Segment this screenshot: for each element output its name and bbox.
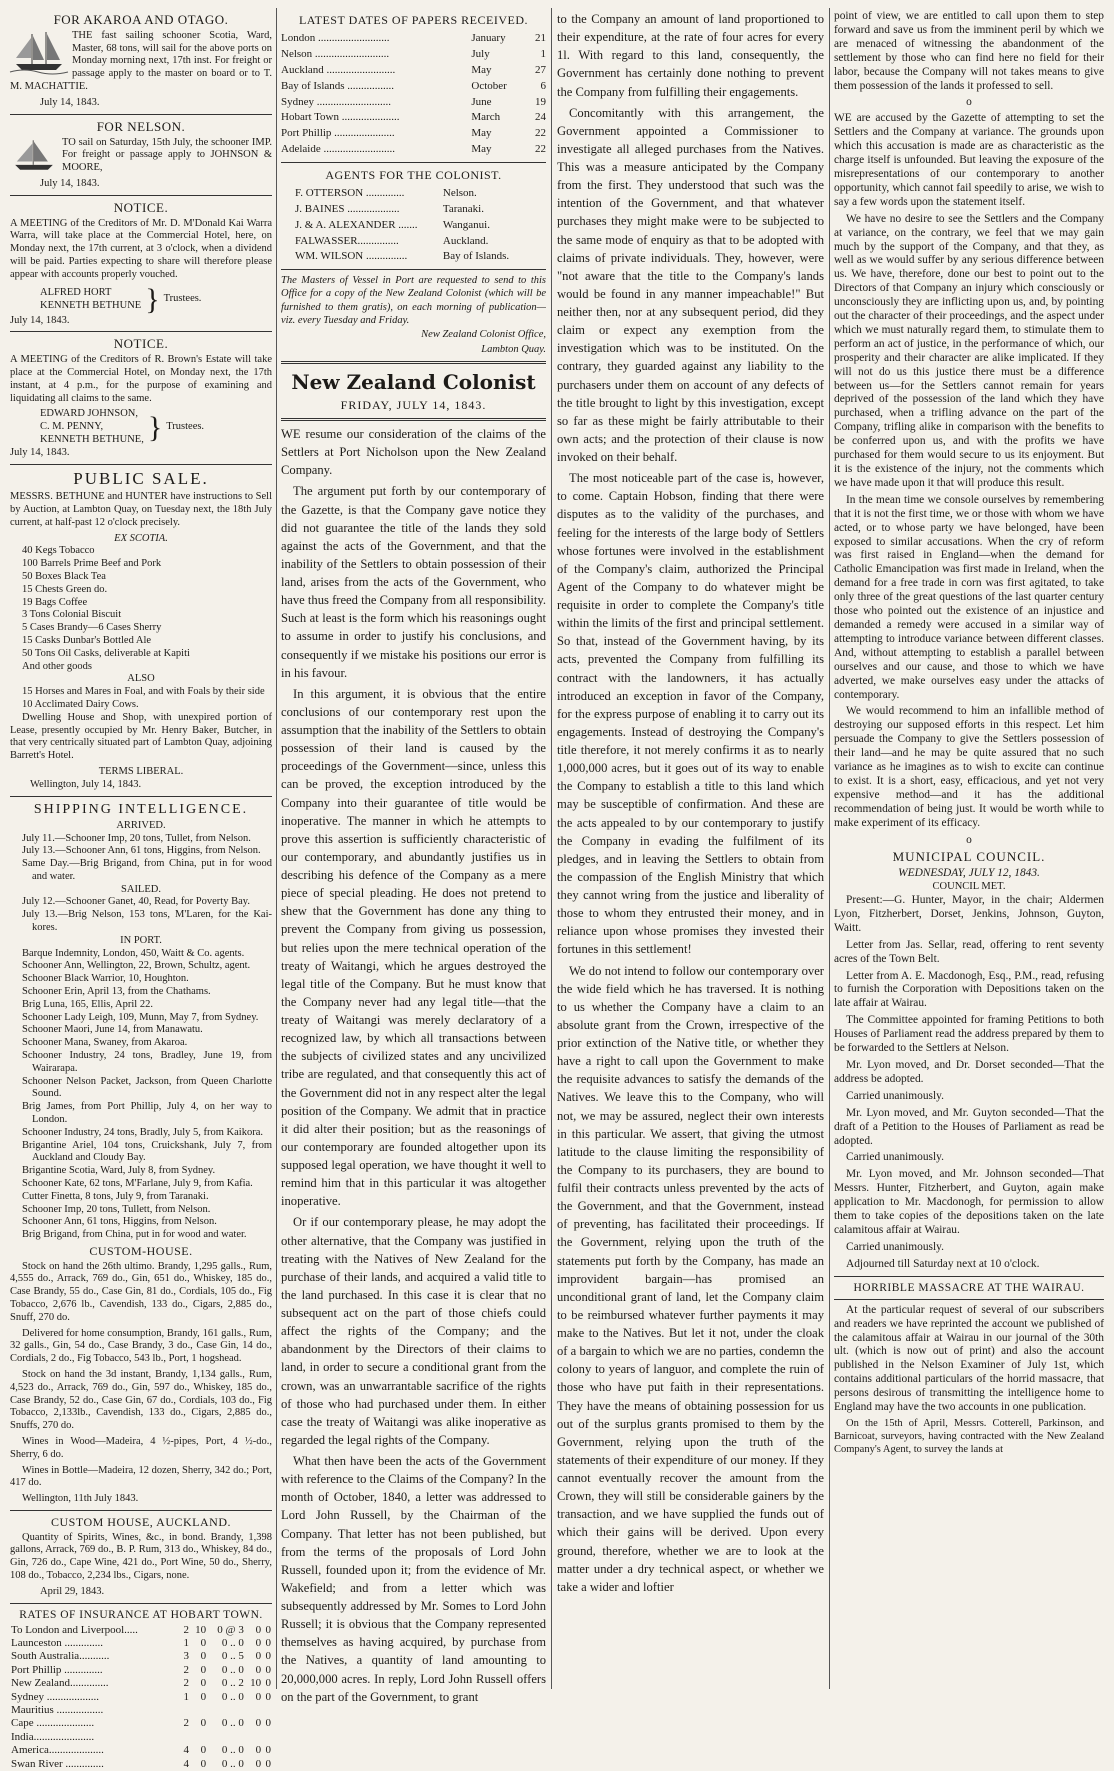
dates-cell: London .......................... <box>281 32 390 45</box>
insurance-row <box>10 1691 272 1704</box>
shipping-entry: Schooner Black Warrior, 10, Houghton. <box>22 973 189 985</box>
dates-row <box>281 63 546 79</box>
notice-heading: NOTICE. <box>113 336 169 352</box>
massacre-paragraph: On the 15th of April, Messrs. Cotterell, Parkinson, and Barnicoat, surveyors, having contracted with the New Zealand Company's Agent, to survey the lands at <box>834 1417 1104 1455</box>
council-paragraph: Adjourned till Saturday next at 10 o'clock. <box>846 1257 1040 1270</box>
insurance-row <box>10 1758 272 1771</box>
insurance-heading: RATES OF INSURANCE AT HOBART TOWN. <box>19 1608 263 1621</box>
dates-cell: 24 <box>535 111 546 124</box>
council-heading: MUNICIPAL COUNCIL. <box>892 849 1046 865</box>
council-paragraph: Mr. Lyon moved, and Mr. Guyton seconded—That the draft of a Petition to the Houses of Parliament as read be adopted. <box>834 1106 1104 1147</box>
council-met: COUNCIL MET. <box>932 881 1006 893</box>
shipping-entry: Barque Indemnity, London, 450, Waitt & Co. agents. <box>22 947 245 959</box>
ad-body: TO sail on Saturday, 15th July, the schooner IMP. For freight or passage apply to JOHNSON & MOORE, <box>62 136 272 174</box>
notice-body: A MEETING of the Creditors of R. Brown's Estate will take place at the Commercial Hotel, on Monday next, the 17th instant, at 4 p.m., for the purpose of examining and liquidating all claims to the same. <box>10 354 272 404</box>
dates-cell: 1 <box>540 48 546 61</box>
leader-paragraph: Concomitantly with this arrangement, the Government appointed a Commissioner to investigate all alleged purchases from the Natives. This was a measure anticipated by the Company from the first. They understood that such was the intention of the Government, and that whatever purchases they might make were to be subjected to the same mode of enquiry as that to be adopted with claims of private individuals. They, however, were "not aware that the title to the Company's lands would be found in any manner impeachable!" But neither then, nor at any subsequent period, did they claim or expect any exemption from the investigation which was to be instituted. On the contrary, they guarded against any liability to the purchasers under them on account of any defects of the title brought to light by this investigation, except so far as these might be fairly attributable to their own acts; and the protection of their clause is now invoked on their behalf. <box>557 105 824 464</box>
arrived-list <box>10 833 272 884</box>
insurance-cell: 0 <box>255 1637 262 1649</box>
insurance-cell: 0 <box>265 1623 271 1636</box>
council-paragraph: Letter from A. E. Macdonogh, Esq., P.M., read, refusing to furnish the Corporation with Depositions taken on the late affair at Wairau. <box>834 969 1104 1010</box>
office-line: New Zealand Colonist Office, <box>421 328 546 340</box>
ad-heading: FOR NELSON. <box>96 118 186 134</box>
dates-cell: May <box>471 127 492 140</box>
leader-paragraph: In this argument, it is obvious that the entire conclusions of our contemporary rest upon the assumption that the inability of the Settlers to obtain possession of their land is caused by the proceedings of the Government—since, unless this can be proved, the exception introduced by the Company into their guarantee of title would be inoperative. The manner in which he attempts to prove this assertion is sufficiently characteristic of our contemporary, and abundantly justifies us in describing his defence of the Company as a mere piece of special pleading. He does not pretend to shew that the Government has done any thing to prevent the Company from giving us possession, but relies upon the mere technical operation of the treaty of Waitangi, which he argues destroyed the legal title of the Company. But he must know that the Company never had any legal title—that the treaty of Waitangi was merely declaratory of a recognized law, by which all transactions between the subjects of civilized states and any uncivilized tribe are regulated, and that consequently this act of the Government did not in any respect alter the legal position of the Company. We admit that in practice it did alter their position; but as the reasonings of our contemporary are founded altogether upon its supposed legal operation, we have thought it well to remind him that in this particular it was altogether inoperative. <box>281 686 546 1209</box>
insurance-row <box>10 1744 272 1757</box>
agent-cell: Taranaki. <box>442 202 484 215</box>
insurance-cell <box>262 1731 272 1744</box>
massacre-heading: HORRIBLE MASSACRE AT THE WAIRAU. <box>853 1281 1085 1294</box>
editorial-paragraph: In the mean time we console ourselves by remembering that it is not the first time, we or those with whom we have acted, or to whose party we have belonged, have been exposed to similar accusations. When the cry of reform was first raised in England—when the demand for Catholic Emancipation was first made in Ireland, when the demand for a free trade in corn was first agitated, to take only three of the great questions of the last quarter century those who pointed out the existence of an injustice and demanded a remedy were accused in a similar way of attempting to introduce variance between different classes. And, without attempting to establish a parallel between ourselves and our cause, and those to which we have adverted, we make ourselves easy under the attacks of contemporary. <box>834 493 1104 701</box>
dates-cell: Port Phillip ...................... <box>281 127 395 140</box>
dates-cell: Adelaide .......................... <box>281 143 395 156</box>
customs-paragraph: Stock on hand the 26th ultimo. Brandy, 1,295 galls., Rum, 4,555 do., Arrack, 769 do., Gin, 651 do., Whiskey, 185 do., Case Brandy, 55 do., Case Gin, 81 do., Cordials, 105 do., Fig Tobacco, 2,676 lb., Cavendish, 133 do., Cigars, 2,885 do., Snuff, 270 do. <box>10 1260 272 1323</box>
divider <box>834 1299 1104 1300</box>
section-divider: o <box>966 833 972 846</box>
insurance-cell: 2 <box>183 1623 189 1636</box>
shipping-entry: July 12.—Schooner Ganet, 40, Read, for Poverty Bay. <box>22 896 250 908</box>
dates-cell: Bay of Islands ................. <box>281 79 395 92</box>
shipping-entry: Schooner Imp, 20 tons, Tullett, from Nelson. <box>22 1203 211 1215</box>
dates-cell: Auckland ......................... <box>281 63 396 76</box>
shipping-entry: Schooner Lady Leigh, 109, Munn, May 7, from Sydney. <box>22 1011 259 1023</box>
trustees-label: Trustees. <box>166 421 205 433</box>
dates-cell: Hobart Town ..................... <box>281 111 400 124</box>
sale-item: 50 Tons Oil Casks, deliverable at Kapiti <box>22 647 190 659</box>
agent-cell: Auckland. <box>442 234 489 247</box>
column-leader <box>281 10 546 1704</box>
divider <box>10 1510 272 1511</box>
insurance-cell: 0 <box>200 1650 207 1663</box>
sale-also: ALSO <box>127 673 155 685</box>
notice-date: July 14, 1843. <box>10 446 70 458</box>
insurance-cell: 0 <box>265 1690 271 1703</box>
insurance-cell: 2 <box>183 1717 189 1730</box>
trustees-block: ALFRED HORT KENNETH BETHUNE } Trustees. <box>40 282 202 316</box>
council-paragraph: The Committee appointed for framing Petitions to both Houses of Parliament read the address prepared by them to be forwarded to the Settlers at Nelson. <box>834 1014 1104 1055</box>
shipping-entry: Same Day.—Brig Brigand, from China, put in for wood and water. <box>22 858 272 882</box>
notice-date: July 14, 1843. <box>10 314 70 326</box>
insurance-cell: 0 <box>265 1637 271 1649</box>
shipping-entry: Schooner Industry, 24 tons, Bradley, June 19, from Wairarapa. <box>22 1050 272 1074</box>
agent-row <box>295 249 523 265</box>
notice-heading: NOTICE. <box>113 199 169 215</box>
dates-cell: March <box>471 111 501 124</box>
sale-item: 10 Acclimated Dairy Cows. <box>22 699 139 711</box>
ad-date: July 14, 1843. <box>40 177 100 189</box>
insurance-cell: America.................... <box>11 1744 104 1757</box>
insurance-cell: 0 <box>200 1717 207 1730</box>
insurance-cell: 0 .. 0 <box>221 1637 244 1649</box>
notice-creditors-mdonald <box>10 200 272 328</box>
shipping-entry: Schooner Kate, 62 tons, M'Farlane, July 9, from Kafia. <box>22 1178 253 1190</box>
council-paragraph: Mr. Lyon moved, and Dr. Dorset seconded—That the address be adopted. <box>834 1059 1104 1085</box>
agent-cell: J. BAINES ................... <box>295 202 400 215</box>
trustee-name: KENNETH BETHUNE, <box>40 433 144 445</box>
dates-cell: Sydney ........................... <box>281 95 391 108</box>
insurance-cell: 0 .. 0 <box>221 1757 244 1770</box>
trustee-name: KENNETH BETHUNE <box>40 299 142 311</box>
insurance-cell <box>180 1731 190 1744</box>
masthead: New Zealand Colonist <box>291 370 536 395</box>
auckland-body: Quantity of Spirits, Wines, &c., in bond. Brandy, 1,398 gallons, Arrack, 769 do., B. P. Rum, 313 do., Whiskey, 84 do., Gin, 726 do., Cape Wine, 421 do., Port Wine, 50 do., Sherry, 108 do., Tobacco, 2,234 lbs., Cigars, none. <box>10 1531 272 1581</box>
sale-item: 5 Cases Brandy—6 Cases Sherry <box>22 622 162 634</box>
trustees-label: Trustees. <box>163 293 202 305</box>
dates-cell: October <box>471 79 507 92</box>
divider <box>281 162 546 163</box>
leader-paragraph: We do not intend to follow our contemporary over the wide field which he has traversed. It is nothing to us whether the Company have a claim to an absolute grant from the Crown, irrespective of the prior extinction of the Native title, or whether they have a right to call upon the Government to make the requisite advances to satisfy the demands of the Natives. We leave this to the Company, who will not, we may be assured, neglect their own interests in this particular. We assert, that giving the utmost latitude to the clause limiting the responsibility of the Company to its purchasers, they are bound to fulfil their contracts unless prevented by the acts of the Government, and that the Government, instead of preventing, has facilitated their proceedings. If the Government, relying upon the truth of the statements put forth by the Company, has made an improvident bargain—has promised an unconditional grant of land, let the Company claim to be reimbursed whatever further payments it may make to the Natives. But let it not, under the cloak of a bargain to which we are no parties, condemn the colony to years of languor, and complete the ruin of those who have put faith in their representations. They have the means of obtaining possession for us out of the surplus grants promised to them by the Government, relying upon the truth of the statements of their expenditure of our money. If they cannot eventually recover the amount from the Crown, they will still be considerable gainers by the transaction, and we have supplied the funds out of which their gains will be derived. Upon every ground, therefore, whether we are to look at the matter under a dry technical aspect, or whether we take a wider and loftier <box>557 963 824 1594</box>
sale-items <box>10 545 272 673</box>
dates-cell: July <box>471 48 490 61</box>
schooner-icon <box>10 137 58 173</box>
custom-house-auckland <box>10 1515 272 1599</box>
schooner-icon <box>10 30 68 74</box>
insurance-cell: 3 <box>183 1650 189 1663</box>
editorial-paragraph: We would recommend to him an infallible method of destroying our supposed efforts in this respect. Let him persuade the Company to give the Settlers possession of their land—and he may be quite assured that no such variance as he imagines as to wish to excite can continue to exist. It is a short, easy, efficacious, and yet not very expensive method—and it has the additional recommendation of being just. It would be worth while to make experiment of its efficacy. <box>834 705 1104 829</box>
insurance-row <box>10 1624 272 1637</box>
council-paragraph: Carried unanimously. <box>846 1089 944 1102</box>
shipping-entry: Schooner Erin, April 13, from the Chathams. <box>22 986 211 998</box>
sale-item: 19 Bags Coffee <box>22 596 88 608</box>
council-date: WEDNESDAY, JULY 12, 1843. <box>898 867 1040 880</box>
agents-table <box>295 186 523 265</box>
insurance-cell <box>245 1704 262 1717</box>
divider <box>281 361 546 364</box>
insurance-cell: 0 .. 5 <box>221 1650 244 1663</box>
divider <box>10 1603 272 1604</box>
insurance-cell: 0 @ 3 <box>217 1623 244 1636</box>
insurance-cell: South Australia........... <box>11 1650 110 1663</box>
divider <box>10 331 272 332</box>
dates-row <box>281 79 546 95</box>
insurance-cell: 10 <box>195 1623 207 1636</box>
trustee-name: ALFRED HORT <box>40 286 112 298</box>
insurance-cell: Cape ..................... <box>11 1717 95 1730</box>
dates-cell: May <box>471 63 492 76</box>
sale-item: 50 Boxes Black Tea <box>22 571 106 583</box>
insurance-cell: 0 .. 2 <box>221 1677 244 1690</box>
insurance-cell: 0 <box>265 1650 271 1663</box>
insurance-cell: 2 <box>183 1663 189 1676</box>
sale-item: And other goods <box>22 660 92 672</box>
leader-paragraph: WE resume our consideration of the claims of the Settlers at Port Nicholson upon the New Zealand Company. <box>281 427 546 478</box>
insurance-cell: 10 <box>250 1677 262 1690</box>
insurance-cell: 0 <box>255 1744 262 1757</box>
dates-row <box>281 142 546 158</box>
insurance-cell: 0 <box>200 1663 207 1676</box>
customs-heading: CUSTOM-HOUSE. <box>89 1244 193 1258</box>
customs-paragraph: Delivered for home consumption, Brandy, 161 galls., Rum, 32 galls., Gin, 54 do., Case Brandy, 3 do., Case Gin, 14 do., Cordials, 2 do., Fig Tobacco, 543 lb., Port, 1 hogshead. <box>10 1327 272 1365</box>
divider <box>10 796 272 797</box>
agent-cell: J. & A. ALEXANDER ....... <box>295 218 418 231</box>
dates-cell: 6 <box>540 79 546 92</box>
insurance-rates <box>10 1608 272 1771</box>
shipping-entry: Brig Brigand, from China, put in for wood and water. <box>22 1229 247 1241</box>
council-paragraph: Mr. Lyon moved, and Mr. Johnson seconded—That Messrs. Hunter, Fitzherbert, and Guyton, again make application to Mr. Macdonogh, for permission to allow them to take copies of the depositions taken on the late calamitous affair at Wairau. <box>834 1168 1104 1236</box>
ad-body: THE fast sailing schooner Scotia, Ward, Master, 68 tons, will sail for the above ports on Monday morning next, 17th inst. For freight or passage apply to the master on board or to T. M. MACHATTIE. <box>10 29 272 93</box>
trustees-block: EDWARD JOHNSON, C. M. PENNY, KENNETH BETHUNE, } Trustees. <box>40 408 205 445</box>
in-port-list <box>10 948 272 1242</box>
divider <box>281 269 546 270</box>
ad-heading: FOR AKAROA AND OTAGO. <box>53 12 229 27</box>
insurance-cell: 0 <box>265 1677 271 1690</box>
column-rule <box>276 8 277 1689</box>
dateline: FRIDAY, JULY 14, 1843. <box>340 397 487 412</box>
notice-creditors-brown <box>10 336 272 459</box>
sale-heading: PUBLIC SALE. <box>73 468 209 488</box>
agent-row <box>295 202 523 218</box>
dates-cell: 21 <box>535 32 546 45</box>
insurance-table <box>10 1624 272 1771</box>
leader-paragraph: to the Company an amount of land proportioned to their expenditure, at the rate of four acres for every 1l. With regard to this land, consequently, the Government has certainly done nothing to prevent the Company from fulfilling their engagements. <box>557 12 824 99</box>
dates-cell: January <box>471 32 506 45</box>
insurance-cell <box>207 1704 245 1717</box>
insurance-cell: 4 <box>183 1744 189 1757</box>
leader-paragraph: Or if our contemporary please, he may adopt the other alternative, that the Company was justified in treating with the Natives of New Zealand for the purchase of their lands, and acquired a valid title to the land purchased. In this case it is clear that no subsequent act on the part of those chiefs could affect the rights of the Company; and the abandonment by the Directors of their claims to land, in order to secure a conditional grant from the crown, was an unwarrantable sacrifice of the rights of those who had purchased under them. In either case the treaty of Waitangi was alike inoperative as regarded the legal rights of the Company. <box>281 1215 546 1447</box>
custom-house <box>10 1244 272 1506</box>
trustee-name: C. M. PENNY, <box>40 421 104 433</box>
dates-cell: 22 <box>535 143 546 156</box>
shipping-entry: Schooner Nelson Packet, Jackson, from Queen Charlotte Sound. <box>22 1075 272 1100</box>
insurance-cell: India...................... <box>11 1730 95 1743</box>
sailed-list <box>10 896 272 934</box>
shipping-entry: Schooner Ann, 61 tons, Higgins, from Nelson. <box>22 1216 217 1228</box>
shipping-entry: Brig Luna, 165, Ellis, April 22. <box>22 998 153 1010</box>
divider <box>281 418 546 421</box>
shipping-entry: July 13.—Schooner Ann, 61 tons, Higgins, from Nelson. <box>22 845 261 857</box>
agent-row <box>295 186 523 202</box>
sale-ex: EX SCOTIA. <box>114 532 168 544</box>
insurance-cell: 4 <box>183 1757 189 1770</box>
sale-date: Wellington, July 14, 1843. <box>30 778 142 790</box>
sale-dwelling: Dwelling House and Shop, with unexpired portion of Lease, presently occupied by Mr. Henry Baker, Butcher, in that very centrically situated part of Lambton Quay, adjoining Barrett's Hotel. <box>10 711 272 762</box>
insurance-cell: 0 <box>255 1623 262 1636</box>
sale-item: 15 Casks Dunbar's Bottled Ale <box>22 635 152 647</box>
editorial-paragraph: point of view, we are entitled to call upon them to step forward and save us from the imminent peril by which we are menaced of witnessing the abandonment of the settlement by those who can find here no field for their labor, because the Company will not takes means to give them possession of the lands it professed to sell. <box>834 10 1104 92</box>
insurance-row <box>10 1731 272 1744</box>
insurance-cell: Launceston .............. <box>11 1637 103 1649</box>
insurance-cell: New Zealand.............. <box>11 1677 109 1690</box>
insurance-cell: To London and Liverpool..... <box>11 1623 138 1636</box>
auckland-heading: CUSTOM HOUSE, AUCKLAND. <box>51 1514 231 1529</box>
insurance-cell: 0 <box>200 1677 207 1690</box>
agent-cell: WM. WILSON ............... <box>295 250 408 263</box>
sale-item: 100 Barrels Prime Beef and Pork <box>22 558 162 570</box>
insurance-row <box>10 1717 272 1730</box>
divider <box>10 114 272 115</box>
sale-item: 40 Kegs Tobacco <box>22 545 95 557</box>
shipping-heading: SHIPPING INTELLIGENCE. <box>33 801 249 817</box>
sale-terms: TERMS LIBERAL. <box>98 766 184 778</box>
agent-cell: Nelson. <box>442 187 477 200</box>
dates-cell: May <box>471 143 492 156</box>
sailed-label: SAILED. <box>121 883 161 895</box>
column-leader-continued <box>557 10 824 1687</box>
column-rule <box>551 8 552 1689</box>
insurance-row <box>10 1704 272 1717</box>
leader-paragraph: The argument put forth by our contemporary of the Gazette, is that the Company gave notice they did not guarantee the title of the lands they sold against the acts of the Government, and that the inability of the Settlers to obtain possession of their land, arises from the acts of the Government, who have thus freed the Company from all responsibility. Such at least is the form which his reasonings ought to assume in order to justify his conclusions, and consequently if we mistake his positions our error is in his favour. <box>281 484 546 680</box>
insurance-cell: 0 <box>255 1663 262 1676</box>
massacre-paragraph: At the particular request of several of our subscribers and readers we have reprinted the account we published of the calamitous affair at Wairau in our journal of the 30th ult. (which is now out of print) and also the account published in the Nelson Examiner of July 1st, which contains additional particulars of the horrid massacre, that persons desirous of transmitting the intelligence home to England may have the two accounts in one publication. <box>834 1303 1104 1414</box>
insurance-cell: Sydney ................... <box>11 1690 99 1703</box>
shipping-entry: Schooner Maori, June 14, from Manawatu. <box>22 1024 203 1036</box>
auckland-date: April 29, 1843. <box>40 1585 105 1597</box>
ad-date: July 14, 1843. <box>40 96 100 108</box>
insurance-cell: 0 <box>265 1757 271 1770</box>
dates-cell: 22 <box>535 127 546 140</box>
insurance-cell: 0 .. 0 <box>221 1744 244 1757</box>
leader-paragraph: The most noticeable part of the case is, however, to come. Captain Hobson, finding that there were disputes as to the validity of the purchases, and feeling for the interests of the large body of Settlers whose fortunes were involved in the establishment of the Company's claim, authorized the Principal Agent of the Company to do whatever might be requisite in order to complete the Company's title within the limits of the first and principal settlement. So that, instead of the Government having, by its acts, prevented the Company from fulfilling its contract with the landowners, it has actually introduced an exception in favor of the Company, for the express purpose of enabling it to carry out its engagements. Instead of destroying the Company's title therefore, it not merely confirms it as to nearly 1,000,000 acres, but it goes out of its way to enable the Company to establish a title to this land which may be susceptible of confirmation. And these are the acts appealed to by our contemporary to justify the Company in evading the fulfilment of its pledges, and in leaving the Settlers to obtain from the compassion of the English Ministry that which they cannot wring from the justice and liberality of those to whom they entrusted their money, and in reliance upon whose promises they invested their fortunes in this settlement! <box>557 471 824 957</box>
insurance-cell: 0 <box>255 1717 262 1730</box>
insurance-cell <box>190 1731 207 1744</box>
section-divider: o <box>966 96 972 109</box>
in-port-label: IN PORT. <box>120 934 162 946</box>
insurance-cell: Mauritius ................. <box>11 1704 104 1717</box>
shipping-entry: July 13.—Brig Nelson, 153 tons, M'Laren, for the Kai-kores. <box>22 909 272 934</box>
column-editorial <box>834 10 1104 1687</box>
dates-table <box>281 31 546 158</box>
agent-cell: FALWASSER............... <box>295 234 399 247</box>
insurance-cell: 0 <box>265 1744 271 1757</box>
council-paragraph: Carried unanimously. <box>846 1240 944 1253</box>
agent-cell: Wanganui. <box>442 218 490 231</box>
customs-date: Wellington, 11th July 1843. <box>22 1493 139 1505</box>
insurance-cell: 0 <box>255 1690 262 1703</box>
insurance-cell: 2 <box>183 1677 189 1690</box>
insurance-cell: 0 .. 0 <box>221 1690 244 1703</box>
dates-heading: LATEST DATES OF PAPERS RECEIVED. <box>298 13 529 27</box>
shipping-entry: Cutter Finetta, 8 tons, July 9, from Taranaki. <box>22 1190 209 1202</box>
dates-row <box>281 95 546 111</box>
insurance-cell: 0 <box>265 1663 271 1676</box>
editorial-paragraph: We have no desire to see the Settlers and the Company at variance, on the contrary, we feel that we may gain much by the support of the Company, and that they, as well as we would suffer by any serious difference between us. We have, therefore, done our best to point out to the Directors of that Company an injury which consciously or unconsciously they are inflicting upon us, and, by pointing out the character of their proceedings, and the aspect under which we must naturally regard them, to stimulate them to perform an act of justice, in the performance of which, our prosperity and their character are alike implicated. If they will not do us this justice there must be a difference between us—for the Settlers cannot remain for years deprived of the possession of the land which they have purchased, when a trifling advance on the part of the Company, trifling alike in comparison with the benefits to be conferred upon us, and with the profits we have purchased for them would secure to us its enjoyment. But it is the existence of the injury, not the comments which we have made upon it that will produce this result. <box>834 212 1104 489</box>
shipping-entry: July 11.—Schooner Imp, 20 tons, Tullet, from Nelson. <box>22 832 251 844</box>
sale-items-2 <box>10 686 272 712</box>
shipping-entry: Brig James, from Port Phillip, July 4, on her way to London. <box>22 1101 272 1126</box>
insurance-cell <box>180 1704 190 1717</box>
customs-paragraph: Stock on hand the 3d instant, Brandy, 1,134 galls., Rum, 4,523 do., Arrack, 769 do., Gin, 597 do., Whiskey, 185 do., Case Brandy, 52 do., Case Gin, 67 do., Cordials, 103 do., Fig Tobacco, 2,133lb., Cavendish, 133 do., Cigars, 2,885 do., Snuffs, 270 do. <box>10 1369 272 1432</box>
ad-nelson <box>10 119 272 191</box>
insurance-cell: 1 <box>183 1690 189 1703</box>
shipping-entry: Schooner Industry, 24 tons, Bradly, July 5, from Kaikora. <box>22 1126 263 1138</box>
arrived-label: ARRIVED. <box>116 819 166 831</box>
insurance-cell <box>262 1704 272 1717</box>
customs-paragraph: Wines in Bottle—Madeira, 12 dozen, Sherry, 342 do.; Port, 417 do. <box>10 1464 272 1489</box>
agent-cell: F. OTTERSON .............. <box>295 187 405 200</box>
public-sale <box>10 469 272 792</box>
dates-row <box>281 47 546 63</box>
shipping-intelligence <box>10 801 272 1242</box>
shipping-entry: Brigantine Ariel, 104 tons, Cruickshank, July 7, from Auckland and Cloudy Bay. <box>22 1139 272 1164</box>
dates-cell: Nelson ........................... <box>281 48 390 61</box>
insurance-cell <box>207 1731 245 1744</box>
council-paragraph: Present:—G. Hunter, Mayor, in the chair; Aldermen Lyon, Fitzherbert, Dorset, Jenkins, Johnson, Guyton, Waitt. <box>834 894 1104 934</box>
sale-intro: MESSRS. BETHUNE and HUNTER have instructions to Sell by Auction, at Lambton Quay, on Tuesday next, the 18th July current, at half-past 12 o'clock precisely. <box>10 491 272 528</box>
insurance-cell: 0 <box>200 1757 207 1770</box>
insurance-row <box>10 1650 272 1663</box>
dates-row <box>281 31 546 47</box>
sale-item: 15 Horses and Mares in Foal, and with Foals by their side <box>22 686 265 698</box>
insurance-cell: 0 .. 0 <box>221 1663 244 1676</box>
divider <box>10 195 272 196</box>
insurance-cell: 0 .. 0 <box>221 1717 244 1730</box>
insurance-cell <box>245 1731 262 1744</box>
dates-row <box>281 110 546 126</box>
shipping-entry: Schooner Ann, Wellington, 22, Brown, Schultz, agent. <box>22 960 251 972</box>
dates-row <box>281 126 546 142</box>
shipping-entry: Schooner Mana, Swaney, from Akaroa. <box>22 1037 188 1049</box>
divider <box>834 1276 1104 1277</box>
shipping-entry: Brigantine Scotia, Ward, July 8, from Sydney. <box>22 1165 216 1177</box>
office-line-2: Lambton Quay. <box>481 343 546 355</box>
leader-paragraph: What then have been the acts of the Government with reference to the Claims of the Company? In the month of October, 1840, a letter was addressed to Lord John Russell, by the Chairman of the Company. That letter has not been published, but from the terms of the proposals of Lord John Russell, founded upon it; from the evidence of Mr. Wakefield; and from a letter which was subsequently addressed by Mr. Somes to Lord John Russell; it is obvious that the Company represented themselves as having acquired, by purchase from the Natives, a quantity of land amounting to 20,000,000 acres. In reply, Lord John Russell offers on the part of the Government, to grant <box>281 1454 546 1704</box>
trustee-name: EDWARD JOHNSON, <box>40 408 139 420</box>
editorial-paragraph: WE are accused by the Gazette of attempting to set the Settlers and the Company at variance. The grounds upon which this accusation is made are as characteristic as the charge itself is unfounded. But leaving the exposure of the misrepresentations of our contemporary to another opportunity, which cannot fail speedily to arise, we wish to say a few words upon the statement itself. <box>834 112 1104 208</box>
column-rule <box>829 8 830 1689</box>
ad-akaroa <box>10 12 272 110</box>
insurance-cell: Port Phillip .............. <box>11 1663 103 1676</box>
insurance-cell <box>190 1704 207 1717</box>
agents-heading: AGENTS FOR THE COLONIST. <box>325 167 502 182</box>
agent-row <box>295 234 523 250</box>
notice-body: A MEETING of the Creditors of Mr. D. M'Donald Kai Warra Warra, will take place at the Commercial Hotel, here, on Monday next, the 17th current, at 3 o'clock, when a dividend will be paid. Parties expecting to share will therefore please appear with accounts properly vouched. <box>10 217 272 280</box>
insurance-cell: Swan River .............. <box>11 1757 104 1770</box>
insurance-row <box>10 1664 272 1677</box>
customs-paragraph: Wines in Wood—Madeira, 4 ½-pipes, Port, 4 ½-do., Sherry, 6 do. <box>10 1435 272 1460</box>
insurance-cell: 0 <box>200 1637 207 1649</box>
council-paragraph: Letter from Jas. Sellar, read, offering to rent seventy acres of the Town Belt. <box>834 938 1104 965</box>
insurance-row <box>10 1637 272 1650</box>
column-advertisements <box>10 10 272 1770</box>
insurance-row <box>10 1677 272 1690</box>
sale-item: 15 Chests Green do. <box>22 583 108 595</box>
dates-cell: June <box>471 95 492 108</box>
sale-item: 3 Tons Colonial Biscuit <box>22 609 122 621</box>
insurance-cell: 1 <box>183 1637 189 1649</box>
insurance-cell: 0 <box>255 1650 262 1663</box>
insurance-cell: 0 <box>200 1744 207 1757</box>
insurance-cell: 0 <box>255 1757 262 1770</box>
insurance-cell: 0 <box>200 1690 207 1703</box>
council-paragraph: Carried unanimously. <box>846 1151 944 1164</box>
dates-cell: 19 <box>535 95 546 108</box>
insurance-cell: 0 <box>265 1717 271 1730</box>
masters-notice: The Masters of Vessel in Port are requested to send to this Office for a copy of the New Zealand Colonist (which will be furnished to them gratis), on each morning of publication—viz. every Tuesday and Friday. <box>281 275 546 326</box>
agent-cell: Bay of Islands. <box>442 250 510 263</box>
divider <box>10 464 272 465</box>
agent-row <box>295 218 523 234</box>
dates-cell: 27 <box>535 63 546 76</box>
